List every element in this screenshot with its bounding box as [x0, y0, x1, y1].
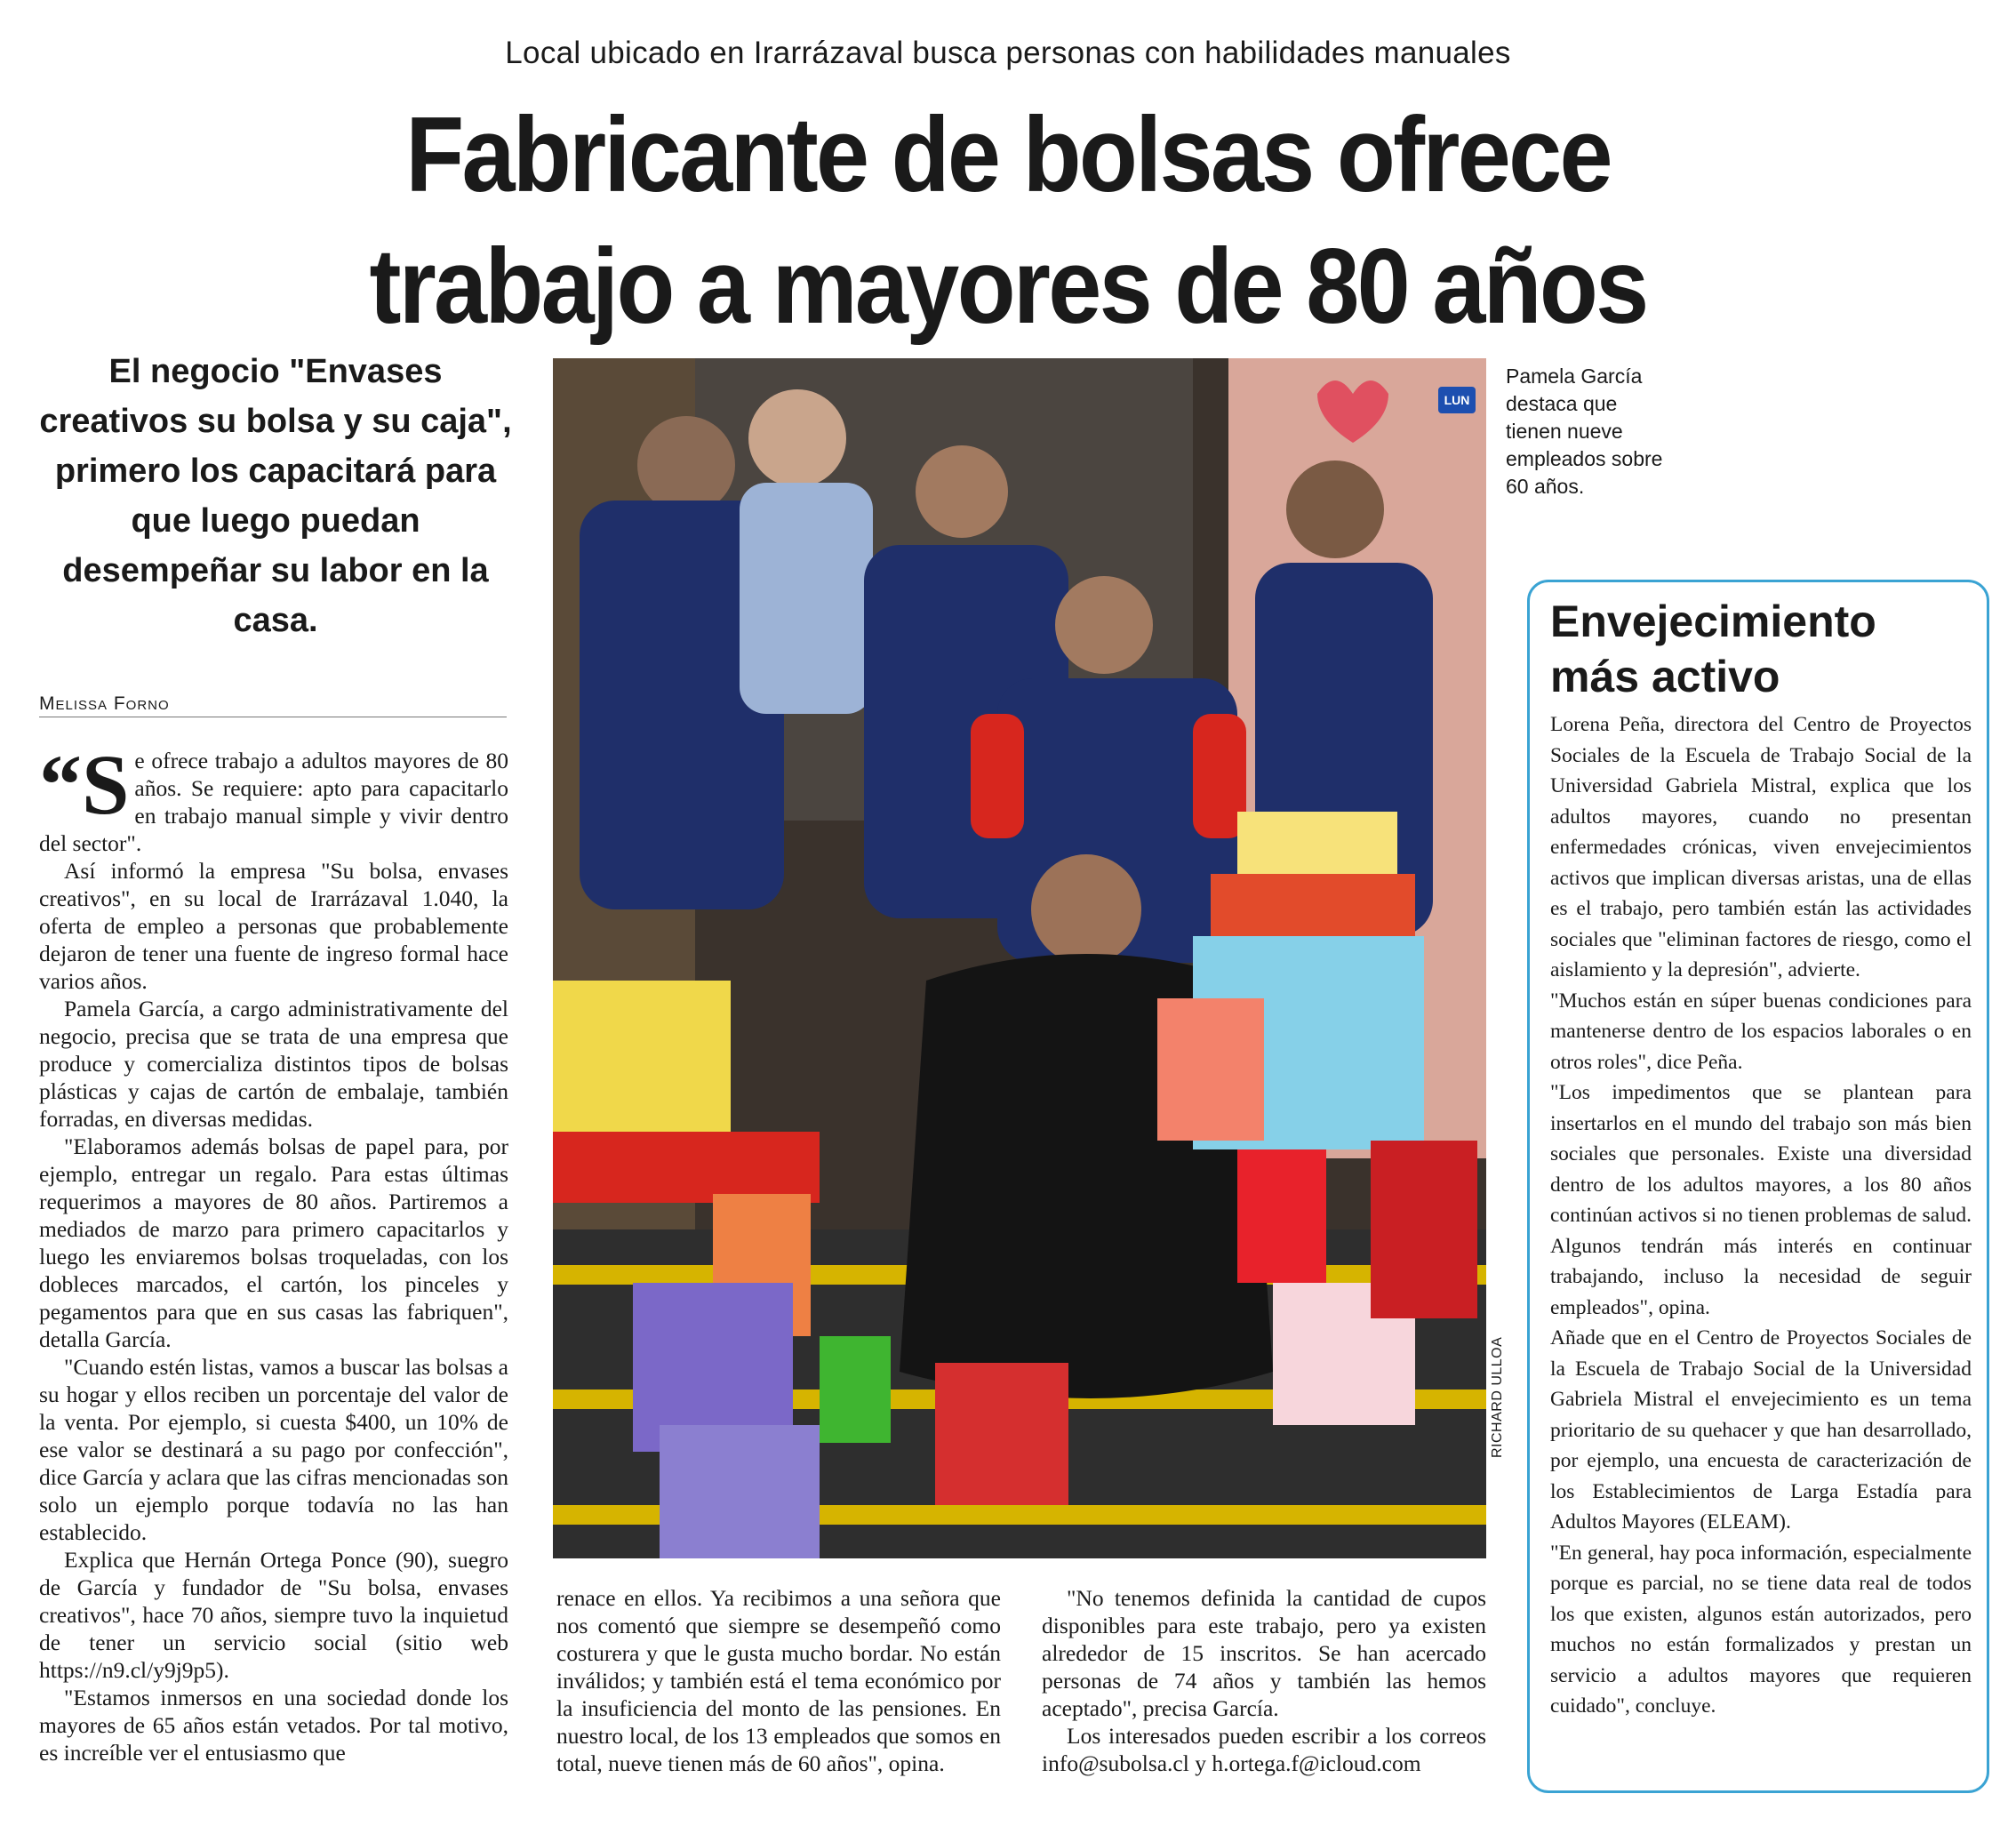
paragraph: "Cuando estén listas, vamos a buscar las bolsas a su hogar y ellos reciben un porcentaje del valor de la venta. Por ejemplo, si cuesta $400, un 10% de ese valor se destinará a su pago por confección", dice García y aclara que las cifras mencionadas son solo un ejemplo porque todavía no las han establecido. — [39, 1354, 508, 1545]
paragraph: "No tenemos definida la cantidad de cupos disponibles para este trabajo, pero ya existen alrededor de 15 inscritos. Se han acercado personas de 74 años y también las hemos aceptado", precisa García. — [1042, 1585, 1486, 1721]
photo-credit: RICHARD ULLOA — [1490, 1336, 1505, 1458]
sidebar-paragraph: Lorena Peña, directora del Centro de Proyectos Sociales de la Escuela de Trabajo Social de la Universidad Gabriela Mistral, explica que los adultos mayores, cuando no presentan enfermedades crónicas, viven envejecimientos activos que implican diversas aristas, una de ellas es el trabajo, pero también están las actividades sociales que "eliminan factores de riesgo, como el aislamiento y la depresión", advierte. — [1550, 713, 1972, 981]
headline-line-1: Fabricante de bolsas ofrece — [405, 95, 1611, 214]
sidebar-body — [1550, 709, 1972, 1722]
headline-line-2: trabajo a mayores de 80 años — [369, 227, 1647, 346]
paragraph: Así informó la empresa "Su bolsa, envases creativos", en su local de Irarrázaval 1.040, la oferta de empleo a personas que probablemente dejaron de tener una fuente de ingreso formal hace varios años. — [39, 858, 508, 994]
sidebar-paragraph: "En general, hay poca información, especialmente porque es parcial, no se tiene data real de todos los que existen, algunos están autorizados, pero muchos no están formalizados y prestan un servicio a adultos mayores que requieren cuidado", concluye. — [1550, 1541, 1972, 1718]
body-column-3 — [1042, 1584, 1486, 1777]
lun-logo: LUN — [1438, 387, 1476, 413]
article-lede: El negocio "Envases creativos su bolsa y su caja", primero los capacitará para que luego puedan desempeñar su labor en la casa. — [39, 353, 512, 639]
article-photo — [553, 358, 1486, 1558]
paragraph: “Se ofrece trabajo a adultos mayores de 80 años. Se requiere: apto para capacitarlo en trabajo manual simple y vivir dentro del sector". — [39, 737, 508, 856]
body-column-1 — [39, 737, 508, 1766]
paragraph: Explica que Hernán Ortega Ponce (90), suegro de García y fundador de "Su bolsa, envases creativos", hace 70 años, siempre tuvo la inquietud de tener un servicio social (sitio web https://n9.cl/y9j9p5). — [39, 1547, 508, 1683]
sidebar-paragraph: Añade que en el Centro de Proyectos Sociales de la Escuela de Trabajo Social de la Universidad Gabriela Mistral el envejecimiento es un tema prioritario de su quehacer y que han desarrollado, por ejemplo, una encuesta de caracterización de los Establecimientos de Larga Estadía para Adultos Mayores (ELEAM). — [1550, 1326, 1972, 1534]
paragraph: Los interesados pueden escribir a los correos info@subolsa.cl y h.ortega.f@icloud.com — [1042, 1723, 1486, 1776]
photo-caption: Pamela García destaca que tienen nueve empleados sobre 60 años. — [1506, 364, 1663, 498]
paragraph: renace en ellos. Ya recibimos a una señora que nos comentó que siempre se desempeñó como costurera y que le gusta mucho bordar. No están inválidos; y también está el tema económico por la insuficiencia del monto de las pensiones. En nuestro local, de los 13 empleados que somos en total, nueve tienen más de 60 años", opina. — [556, 1585, 1001, 1776]
paragraph: "Estamos inmersos en una sociedad donde los mayores de 65 años están vetados. Por tal motivo, es increíble ver el entusiasmo que — [39, 1685, 508, 1766]
drop-cap: “S — [39, 737, 130, 832]
sidebar-title: Envejecimiento más activo — [1550, 597, 1876, 701]
sidebar-paragraph: "Muchos están en súper buenas condiciones para mantenerse dentro de los espacios laborales o en otros roles", dice Peña. — [1550, 989, 1972, 1074]
paragraph: Pamela García, a cargo administrativamente del negocio, precisa que se trata de una empresa que produce y comercializa distintos tipos de bolsas plásticas y cajas de cartón de embalaje, también forradas, en diversas medidas. — [39, 996, 508, 1132]
sidebar-paragraph: "Los impedimentos que se plantean para insertarlos en el mundo del trabajo son más bien sociales que personales. Existe una diversidad dentro de los adultos mayores, a los 80 años continúan activos si no tienen problemas de salud. Algunos tendrán más interés en continuar trabajando, incluso la necesidad de seguir empleados", opina. — [1550, 1081, 1972, 1319]
article-headline — [100, 89, 1915, 352]
byline: Melissa Forno — [39, 693, 170, 714]
body-column-2 — [556, 1584, 1001, 1777]
photo-illustration — [553, 358, 1486, 1558]
paragraph: "Elaboramos además bolsas de papel para, por ejemplo, entregar un regalo. Para estas últimas requerimos a mayores de 80 años. Partiremos a mediados de marzo para primero capacitarlos y luego les enviaremos bolsas troqueladas, con los dobleces marcados, el cartón, los pinceles y pegamentos para que en sus casas las fabriquen", detalla García. — [39, 1133, 508, 1352]
article-kicker: Local ubicado en Irarrázaval busca personas con habilidades manuales — [505, 36, 1511, 70]
